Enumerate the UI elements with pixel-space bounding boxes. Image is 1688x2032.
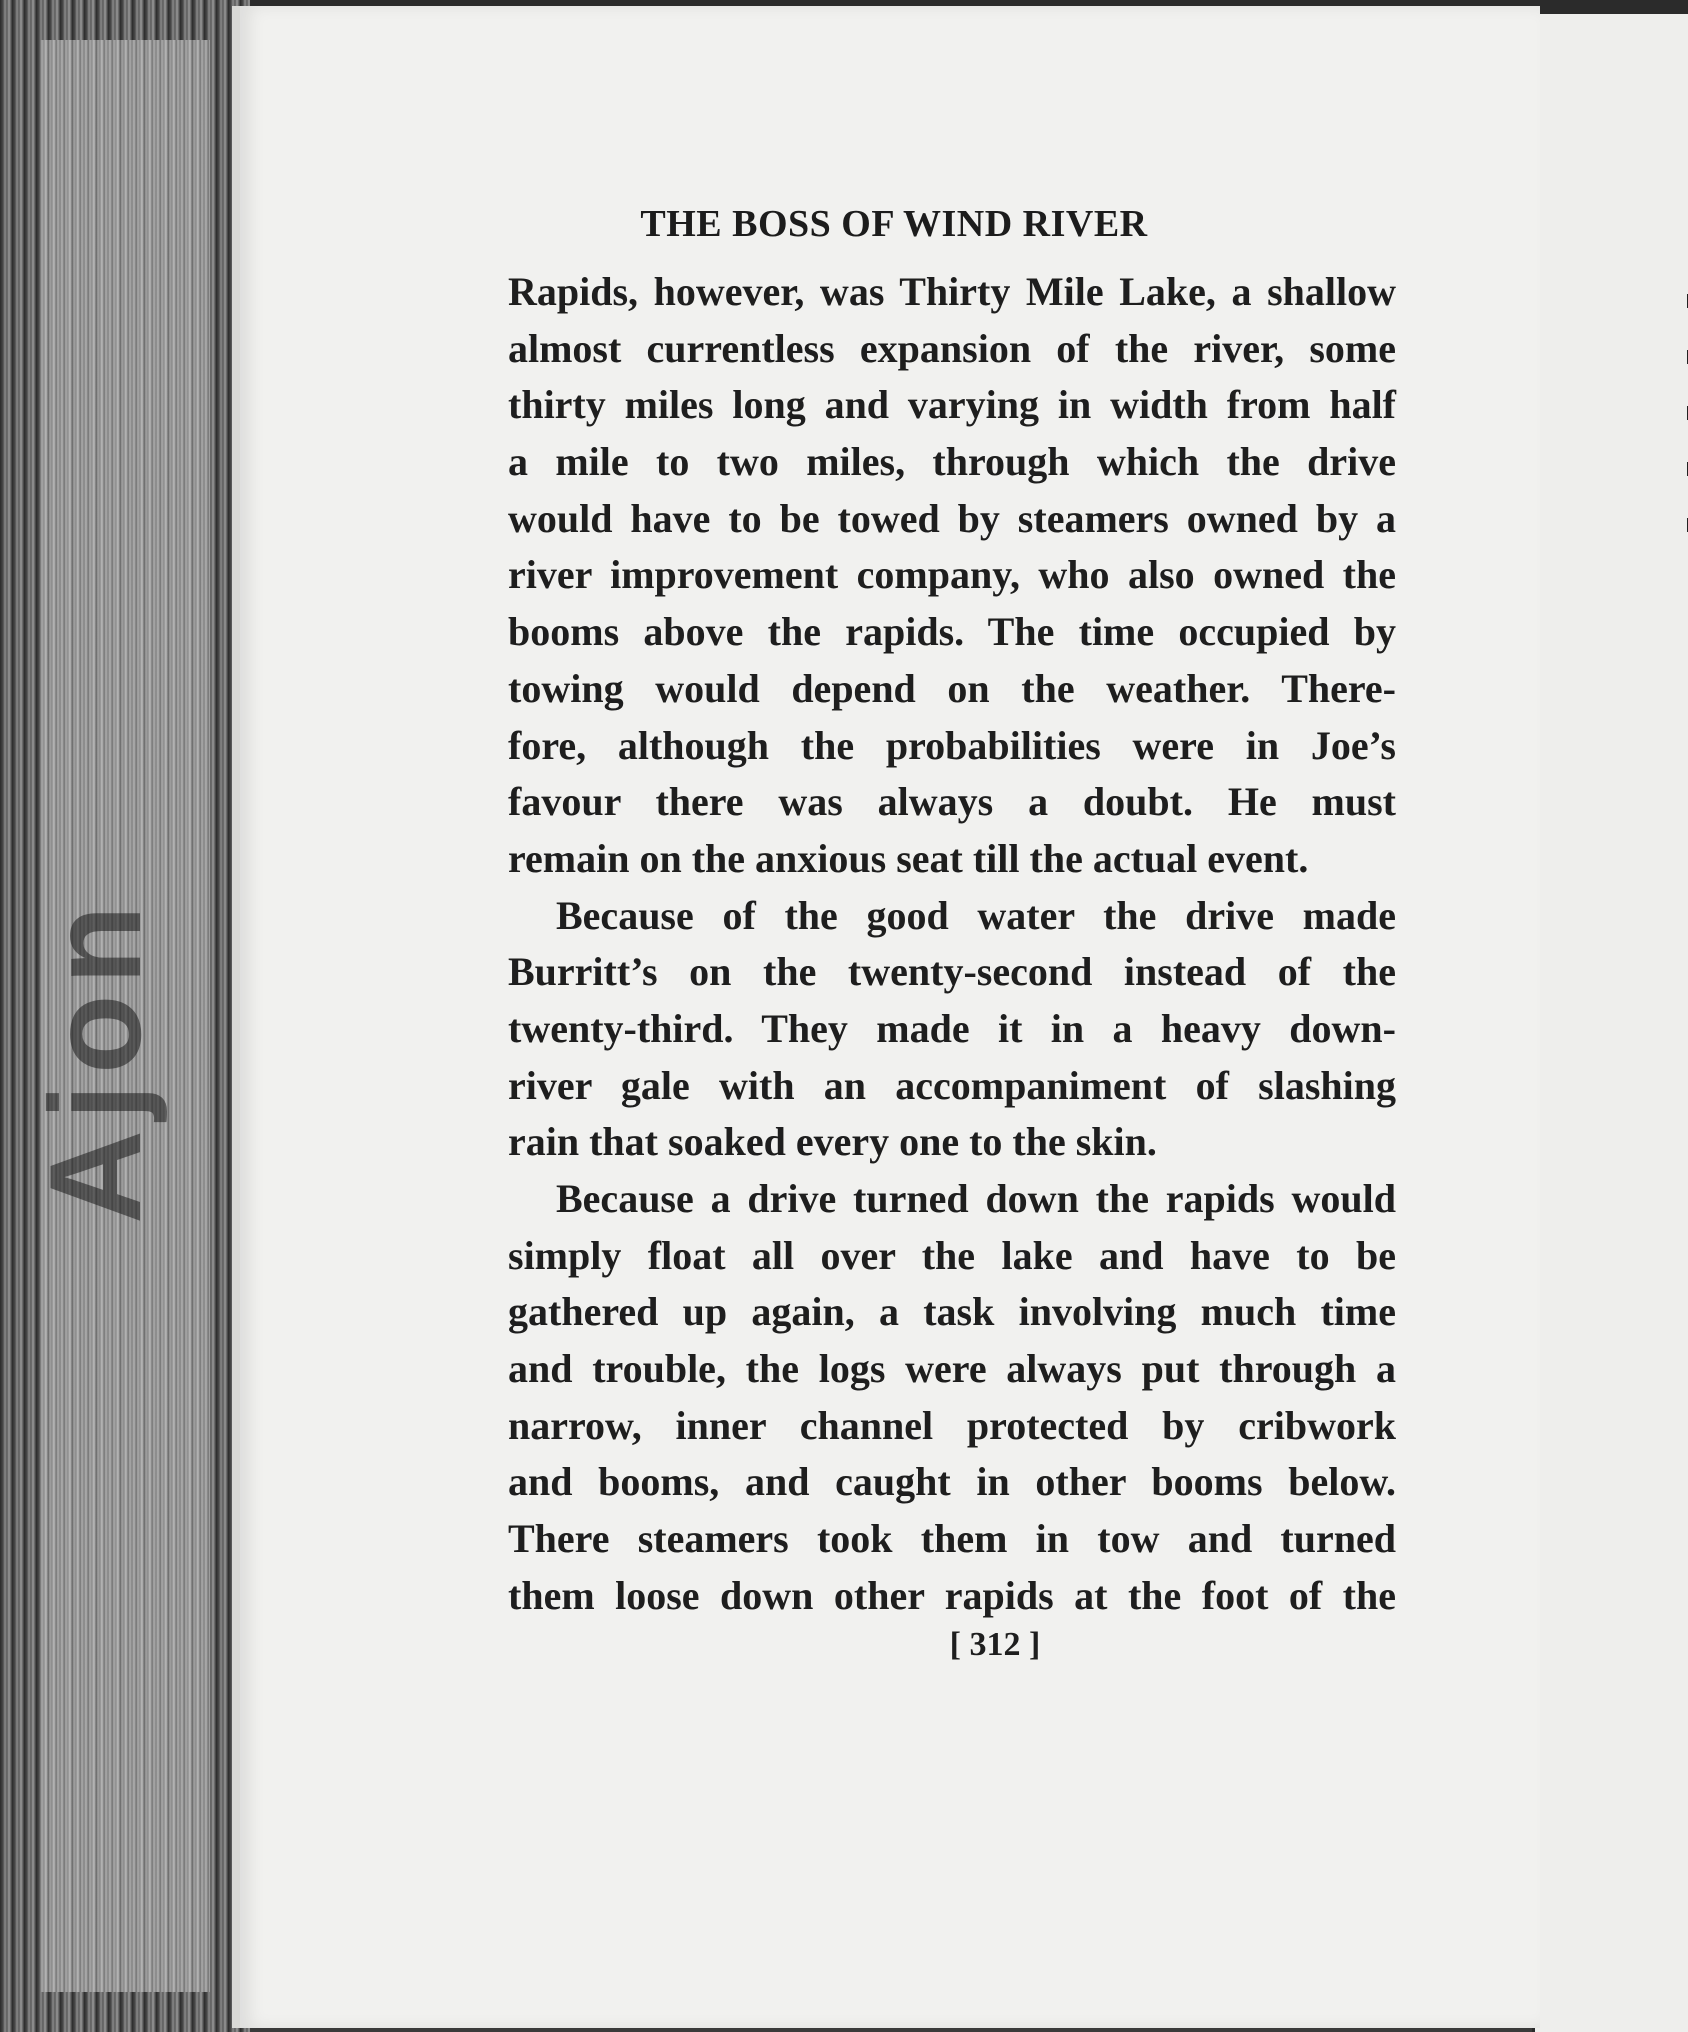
text-line: rain that soaked every one to the skin. — [508, 1119, 1157, 1165]
text-line: booms above the rapids. The time occupied by — [508, 609, 1396, 655]
text-line: narrow, inner channel protected by cribwork — [508, 1402, 1396, 1448]
text-line: would have to be towed by steamers owned by a — [508, 495, 1396, 541]
text-line: and trouble, the logs were always put through a — [508, 1346, 1396, 1392]
text-line: and booms, and caught in other booms below. — [508, 1459, 1396, 1505]
text-line: remain on the anxious seat till the actual event. — [508, 835, 1309, 881]
text-line: a mile to two miles, through which the drive — [508, 439, 1396, 485]
text-line: river improvement company, who also owned the — [508, 552, 1396, 598]
text-line: thirty miles long and varying in width from half — [508, 382, 1396, 428]
text-line: twenty-third. They made it in a heavy down- — [508, 1005, 1396, 1051]
text-line: fore, although the probabilities were in Joe’s — [508, 722, 1396, 768]
text-line: Because of the good water the drive made — [556, 892, 1396, 938]
book-fore-edge — [0, 0, 250, 2032]
book-page — [232, 6, 1540, 2028]
text-line: There steamers took them in tow and turned — [508, 1516, 1396, 1562]
body-text — [508, 264, 1396, 1625]
page-number: [ 312 ] — [949, 1626, 1041, 1663]
text-line: towing would depend on the weather. There- — [508, 665, 1396, 711]
running-head: THE BOSS OF WIND RIVER — [640, 203, 1148, 245]
text-line: gathered up again, a task involving much time — [508, 1289, 1396, 1335]
facing-page-edge — [1532, 14, 1688, 2032]
text-line: Because a drive turned down the rapids would — [556, 1176, 1396, 1221]
text-line: Rapids, however, was Thirty Mile Lake, a shallow — [508, 269, 1396, 314]
text-line: almost currentless expansion of the river, some — [508, 325, 1396, 371]
text-line: river gale with an accompaniment of slashing — [508, 1062, 1396, 1108]
text-line: them loose down other rapids at the foot of the — [508, 1572, 1396, 1618]
text-line: Burritt’s on the twenty-second instead of the — [508, 949, 1396, 995]
text-line: favour there was always a doubt. He must — [508, 779, 1396, 825]
text-line: simply float all over the lake and have to be — [508, 1232, 1396, 1278]
spine-lettering: Ajon — [22, 895, 168, 1225]
